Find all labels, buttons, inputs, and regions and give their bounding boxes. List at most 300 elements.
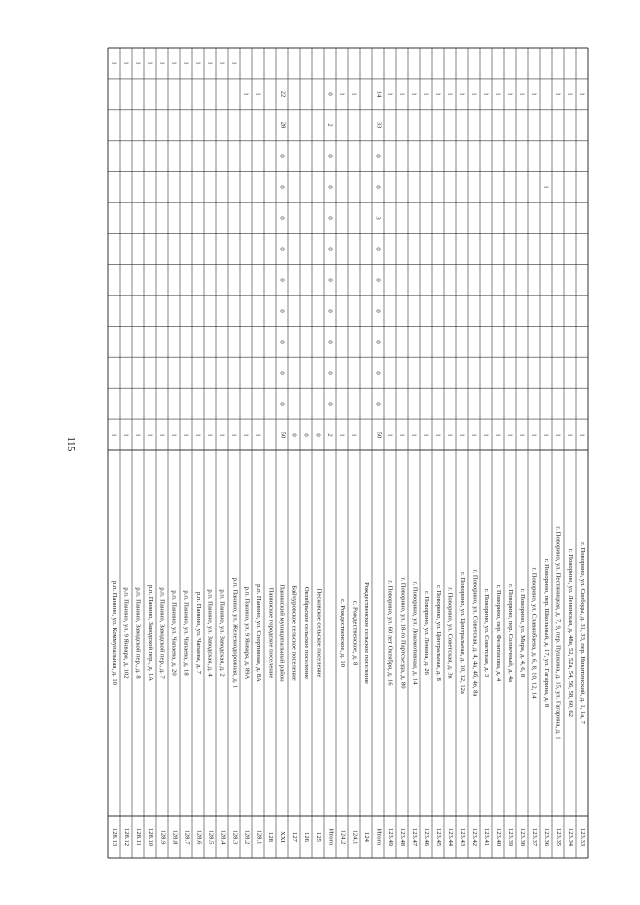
row-code <box>456 816 468 858</box>
row-value <box>348 419 360 450</box>
row-value <box>228 141 240 172</box>
row-value <box>180 141 192 172</box>
row-value <box>312 141 324 172</box>
row-value <box>372 388 384 419</box>
row-value <box>504 79 516 110</box>
row-value <box>396 79 408 110</box>
row-name <box>528 450 540 816</box>
row-value <box>300 79 312 110</box>
row-value <box>324 110 336 141</box>
row-value <box>516 79 528 110</box>
row-name <box>540 450 552 816</box>
row-name-text: г. Поворино, ул. Мира, д. 4, 6, 8 <box>519 588 526 678</box>
row-value <box>480 419 492 450</box>
row-value-text: 1 <box>398 92 406 97</box>
row-value <box>240 172 252 203</box>
row-value <box>288 326 300 357</box>
row-value-text: 0 <box>326 92 334 97</box>
row-value <box>492 110 504 141</box>
row-value <box>240 264 252 295</box>
row-value-text: 50 <box>375 431 382 438</box>
row-value <box>180 48 192 79</box>
row-value <box>564 419 576 450</box>
row-value <box>576 141 588 172</box>
row-value <box>372 141 384 172</box>
row-value <box>528 203 540 234</box>
row-value <box>552 79 564 110</box>
row-value <box>396 295 408 326</box>
row-code <box>108 816 120 858</box>
row-name-text: Октябрьское сельское поселение <box>303 586 310 680</box>
row-value <box>360 264 372 295</box>
row-value <box>384 110 396 141</box>
row-value-text: 1 <box>110 432 118 437</box>
row-value <box>276 48 288 79</box>
row-value-text: 1 <box>566 92 574 97</box>
row-value <box>108 79 120 110</box>
row-value <box>576 264 588 295</box>
row-name-text: р.п. Панино, ул. 9 Января, д. 89А <box>243 586 251 680</box>
row-name-text: г. Поворино, ул. Советская, д. 3 <box>483 588 490 678</box>
row-name-text: р.п. Панино, ул. Заводская, д. 2 <box>219 589 227 677</box>
row-value <box>540 141 552 172</box>
row-name-text: Байчуровское сельское поселение <box>291 585 298 681</box>
row-value <box>252 48 264 79</box>
row-code <box>132 816 144 858</box>
row-value-text: 0 <box>374 340 382 344</box>
row-value <box>420 172 432 203</box>
row-name-text: г. Поворино, ул. Ленинская, д. 48в, 52, 52а, 54, 56, 58, 60, 62 <box>567 549 575 717</box>
row-value <box>288 419 300 450</box>
row-name <box>408 450 420 816</box>
row-value <box>480 172 492 203</box>
row-name-text: р.п. Панино, ул. 9 Января, д. 102 <box>123 587 131 679</box>
row-value <box>324 141 336 172</box>
row-value <box>288 234 300 265</box>
row-code-text: 123.42 <box>471 827 479 847</box>
row-code <box>276 816 288 858</box>
row-value <box>120 141 132 172</box>
row-value <box>180 172 192 203</box>
row-value <box>180 79 192 110</box>
row-value <box>300 357 312 388</box>
row-value <box>420 264 432 295</box>
row-name-text: г. Поворино, ул. 60 лет Октября, д. 16 <box>387 580 394 686</box>
row-value <box>264 234 276 265</box>
row-value <box>144 172 156 203</box>
row-value <box>384 295 396 326</box>
row-value <box>396 110 408 141</box>
row-name <box>432 450 444 816</box>
row-value <box>168 326 180 357</box>
row-code-text: 123.37 <box>531 827 539 847</box>
row-value <box>180 326 192 357</box>
row-value <box>468 326 480 357</box>
row-value-text: 1 <box>518 92 526 97</box>
row-name <box>216 450 228 816</box>
row-value <box>144 203 156 234</box>
row-value <box>540 419 552 450</box>
row-name <box>480 450 492 816</box>
row-value-text: 1 <box>530 432 538 437</box>
row-value-text: 1 <box>458 92 466 97</box>
row-value-text: 2 <box>326 432 334 437</box>
row-value <box>228 110 240 141</box>
row-value <box>396 203 408 234</box>
row-value <box>348 234 360 265</box>
row-name <box>288 450 300 816</box>
row-value <box>144 295 156 326</box>
row-value <box>468 357 480 388</box>
row-value-text: 1 <box>458 432 466 437</box>
row-value <box>444 264 456 295</box>
row-value <box>336 110 348 141</box>
row-value <box>540 388 552 419</box>
row-value <box>108 234 120 265</box>
row-value-text: 1 <box>158 61 166 66</box>
row-value <box>348 295 360 326</box>
row-value <box>288 141 300 172</box>
row-value <box>444 326 456 357</box>
row-value <box>528 79 540 110</box>
row-value <box>204 203 216 234</box>
row-value <box>528 172 540 203</box>
row-value <box>204 295 216 326</box>
row-value <box>480 357 492 388</box>
row-value <box>216 388 228 419</box>
row-value <box>276 264 288 295</box>
row-value <box>516 141 528 172</box>
row-value-text: 1 <box>242 432 250 437</box>
row-code-text: 123.46 <box>423 827 431 847</box>
row-value <box>552 357 564 388</box>
row-value <box>444 295 456 326</box>
row-code <box>504 816 516 858</box>
row-value <box>540 234 552 265</box>
row-value <box>204 110 216 141</box>
row-value <box>228 388 240 419</box>
row-value <box>264 79 276 110</box>
row-code-text: 128.8 <box>171 829 178 845</box>
row-name <box>144 450 156 816</box>
row-name-text: с. Рождественское, д. 8 <box>351 600 359 666</box>
row-value-text: 1 <box>578 92 586 97</box>
row-code <box>384 816 396 858</box>
row-value-text: 0 <box>374 309 382 313</box>
row-value <box>156 419 168 450</box>
row-value <box>168 172 180 203</box>
row-value <box>192 234 204 265</box>
row-code-text: 128.3 <box>231 829 238 845</box>
row-value <box>396 357 408 388</box>
row-value <box>288 295 300 326</box>
row-value <box>384 48 396 79</box>
row-name <box>564 450 576 816</box>
row-value-text: 0 <box>278 154 286 158</box>
row-value-text: 1 <box>170 61 178 66</box>
row-value <box>252 110 264 141</box>
row-value <box>264 110 276 141</box>
row-value <box>360 388 372 419</box>
row-name <box>312 450 324 816</box>
row-value <box>324 419 336 450</box>
row-value <box>528 48 540 79</box>
row-value <box>348 326 360 357</box>
row-value <box>504 141 516 172</box>
row-value-text: 1 <box>122 61 130 66</box>
row-name <box>552 450 564 816</box>
row-value <box>204 264 216 295</box>
row-name <box>204 450 216 816</box>
row-value <box>516 419 528 450</box>
row-value <box>576 388 588 419</box>
row-value-text: 0 <box>374 278 382 282</box>
row-value <box>528 264 540 295</box>
row-value <box>144 264 156 295</box>
row-value-text: 0 <box>278 216 286 220</box>
row-value <box>300 48 312 79</box>
row-name <box>456 450 468 816</box>
row-value <box>120 295 132 326</box>
row-value <box>468 48 480 79</box>
row-name <box>492 450 504 816</box>
row-value <box>120 110 132 141</box>
row-value <box>192 172 204 203</box>
row-value <box>444 172 456 203</box>
row-value <box>420 234 432 265</box>
row-value <box>552 203 564 234</box>
row-value <box>240 326 252 357</box>
row-value-text: 1 <box>554 432 562 437</box>
row-value-text: 1 <box>506 92 514 97</box>
row-value-text: 1 <box>542 185 550 189</box>
row-value <box>300 234 312 265</box>
row-code-text: 123.38 <box>519 827 527 847</box>
row-value <box>396 264 408 295</box>
row-value <box>432 203 444 234</box>
row-code <box>372 816 384 858</box>
row-value-text: 1 <box>206 61 214 66</box>
row-value <box>552 234 564 265</box>
row-value <box>252 295 264 326</box>
row-value-text: 1 <box>230 432 238 437</box>
row-value <box>516 388 528 419</box>
row-value <box>108 357 120 388</box>
row-value <box>144 419 156 450</box>
row-code <box>564 816 576 858</box>
row-value <box>252 357 264 388</box>
row-value <box>120 357 132 388</box>
row-value <box>432 419 444 450</box>
row-value <box>348 388 360 419</box>
row-value <box>396 326 408 357</box>
row-value <box>468 295 480 326</box>
row-value <box>552 110 564 141</box>
row-value <box>420 110 432 141</box>
row-value <box>228 326 240 357</box>
row-value <box>480 234 492 265</box>
row-value <box>228 79 240 110</box>
row-name-text: р.п. Панино, ул. Заводская, д. 4 <box>207 589 215 677</box>
row-code-text: 123.41 <box>483 827 491 847</box>
row-value <box>408 203 420 234</box>
row-name-text: р.п. Панино, Заводской пер., д. 7 <box>159 587 167 679</box>
row-value <box>384 326 396 357</box>
row-code <box>180 816 192 858</box>
row-value <box>204 141 216 172</box>
row-code <box>348 816 360 858</box>
row-name <box>240 450 252 816</box>
row-value <box>516 234 528 265</box>
row-name <box>516 450 528 816</box>
row-value <box>408 234 420 265</box>
row-value <box>240 48 252 79</box>
row-value-text: 1 <box>422 92 430 97</box>
row-value <box>552 295 564 326</box>
row-value <box>216 203 228 234</box>
row-value <box>156 357 168 388</box>
row-value <box>180 110 192 141</box>
row-value <box>264 419 276 450</box>
row-value <box>444 234 456 265</box>
row-value <box>360 141 372 172</box>
row-value <box>492 357 504 388</box>
row-value-text: 1 <box>470 432 478 437</box>
row-value <box>240 110 252 141</box>
row-value <box>456 203 468 234</box>
row-value <box>312 234 324 265</box>
row-value <box>504 388 516 419</box>
row-value <box>456 326 468 357</box>
row-value <box>324 388 336 419</box>
row-name-text: р.п. Панино, Заводской пер., д. 1А <box>147 584 155 682</box>
row-value <box>504 234 516 265</box>
row-value <box>156 110 168 141</box>
row-value-text: 0 <box>374 401 382 406</box>
row-code-text: Итого <box>375 828 383 846</box>
row-value <box>576 326 588 357</box>
row-name-text: р.п. Панино, ул. Железнодорожная, д. 1 <box>231 577 238 689</box>
row-value-text: 1 <box>470 92 478 97</box>
row-value <box>180 357 192 388</box>
row-code-text: 123.39 <box>507 827 515 847</box>
row-value-text: 1 <box>494 92 502 97</box>
row-code-text: 123.36 <box>543 827 551 847</box>
row-value-text: 1 <box>338 92 346 97</box>
row-value <box>504 357 516 388</box>
row-value <box>300 172 312 203</box>
row-value <box>264 357 276 388</box>
row-value-text: 1 <box>206 432 214 437</box>
row-value <box>108 141 120 172</box>
row-value <box>480 203 492 234</box>
row-code-text: 127 <box>290 832 298 842</box>
row-value-text: 1 <box>494 432 502 437</box>
row-value <box>360 357 372 388</box>
row-value <box>276 388 288 419</box>
row-value <box>360 110 372 141</box>
row-value <box>348 141 360 172</box>
row-name <box>264 450 276 816</box>
row-value <box>204 48 216 79</box>
row-value <box>288 388 300 419</box>
row-value-text: 22 <box>279 91 286 98</box>
row-value-text: 1 <box>398 432 406 437</box>
row-value <box>132 295 144 326</box>
row-value <box>564 357 576 388</box>
row-value <box>360 172 372 203</box>
row-value <box>228 203 240 234</box>
row-code <box>480 816 492 858</box>
row-value <box>408 141 420 172</box>
row-value <box>300 419 312 450</box>
row-name-text: г. Поворино, ул. Центральная, д. 8 <box>435 585 442 681</box>
row-value-text: 0 <box>326 185 334 189</box>
row-value <box>156 48 168 79</box>
row-value <box>420 79 432 110</box>
row-code-text: 128.9 <box>159 829 166 845</box>
row-value <box>408 326 420 357</box>
row-value <box>108 172 120 203</box>
row-value <box>168 419 180 450</box>
row-code-text: 128.10 <box>147 827 155 847</box>
row-value <box>120 48 132 79</box>
row-value <box>108 110 120 141</box>
row-value <box>372 295 384 326</box>
row-value <box>504 264 516 295</box>
row-value <box>276 172 288 203</box>
row-value <box>492 388 504 419</box>
row-value <box>132 110 144 141</box>
row-value-text: 1 <box>350 432 358 437</box>
row-value <box>516 295 528 326</box>
row-value <box>132 357 144 388</box>
row-value <box>408 79 420 110</box>
row-value <box>396 141 408 172</box>
row-value <box>324 79 336 110</box>
row-value <box>120 172 132 203</box>
row-value <box>408 110 420 141</box>
row-value <box>420 419 432 450</box>
row-value <box>420 48 432 79</box>
row-value <box>288 79 300 110</box>
row-value <box>228 295 240 326</box>
row-value <box>276 203 288 234</box>
row-code-text: 128.13 <box>111 827 119 847</box>
row-value <box>312 203 324 234</box>
row-code <box>156 816 168 858</box>
row-value <box>480 264 492 295</box>
row-value-text: 0 <box>326 371 334 375</box>
row-name-text: р.п. Панино, ул. Спортивная, д. 8А <box>255 584 262 682</box>
row-value <box>240 419 252 450</box>
row-code-text: 123.33 <box>579 827 587 847</box>
row-value <box>276 357 288 388</box>
row-value <box>132 388 144 419</box>
row-value <box>504 295 516 326</box>
row-value <box>456 172 468 203</box>
row-value <box>372 79 384 110</box>
row-value <box>384 357 396 388</box>
row-value <box>540 326 552 357</box>
row-code <box>324 816 336 858</box>
row-code-text: 123.47 <box>411 827 419 847</box>
row-code-text: 123.40 <box>495 827 503 847</box>
row-value <box>576 419 588 450</box>
row-value <box>384 141 396 172</box>
row-value-text: 1 <box>578 432 586 437</box>
row-code-text: 128.4 <box>219 829 226 845</box>
